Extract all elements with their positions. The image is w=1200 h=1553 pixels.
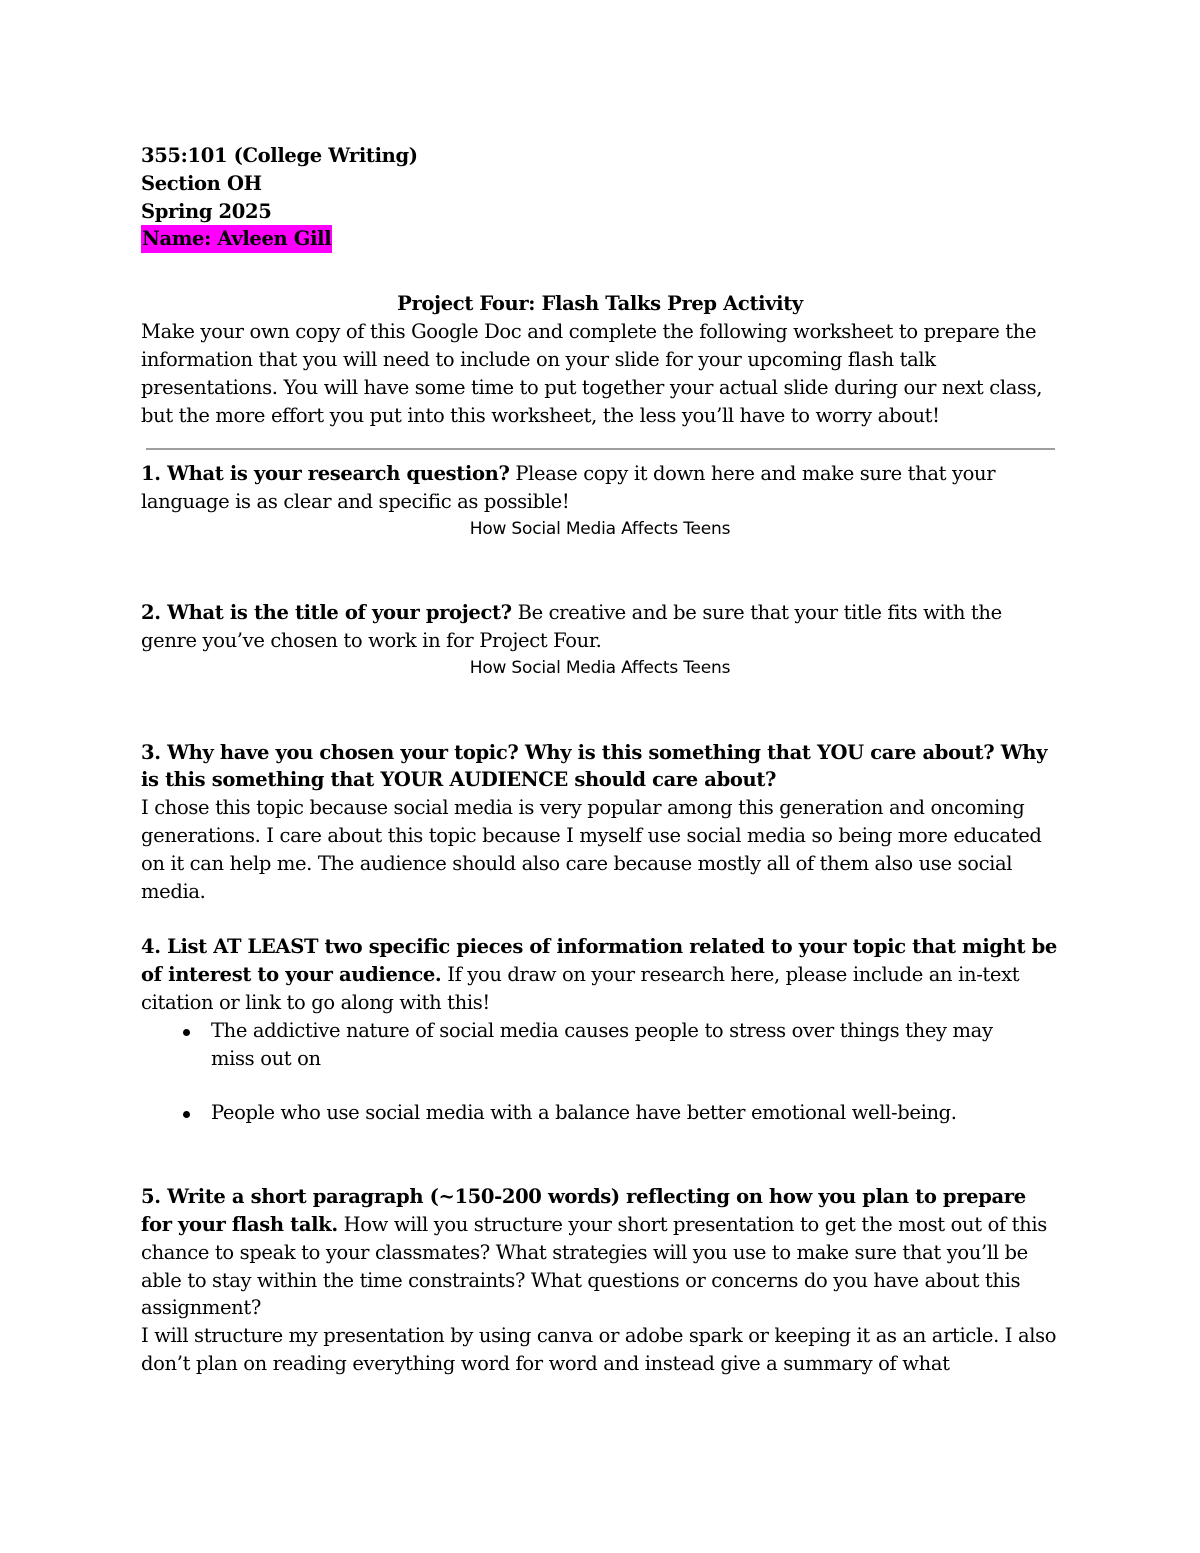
section-line: Section OH	[141, 171, 262, 195]
document-title: Project Four: Flash Talks Prep Activity	[397, 292, 803, 316]
answer-3: I chose this topic because social media is very popular among this generation and oncoming generations. I care about this topic because I myself use social media so being more educated on it can help me. The audience should also care because mostly all of them also use social media.	[141, 796, 1042, 903]
answer-1: How Social Media Affects Teens	[469, 518, 731, 539]
intro-paragraph: Make your own copy of this Google Doc and complete the following worksheet to prepare the information that you will need to include on your slide for your upcoming flash talk presentations. You will have some time to put together your actual slide during our next class, but the more effort you put into this worksheet, the less you’ll have to worry about!	[141, 320, 1043, 427]
question-2-instructions: Be creative and be sure that your title fits with the genre you’ve chosen to work in for Project Four.	[141, 600, 1002, 652]
student-name: Name: Avleen Gill	[141, 225, 332, 253]
question-5-instructions: How will you structure your short presentation to get the most out of this chance to speak to your classmates? What strategies will you use to make sure that you’ll be able to stay within the time constraints? What questions or concerns do you have about this assignment?	[141, 1212, 1047, 1320]
horizontal-divider	[146, 448, 1055, 450]
question-2-prompt: 2. What is the title of your project?	[141, 600, 512, 624]
question-1-instructions: Please copy it down here and make sure that your language is as clear and specific as possible!	[141, 462, 996, 514]
course-line: 355:101 (College Writing)	[141, 144, 418, 167]
question-4-instructions: If you draw on your research here, please include an in-text citation or link to go along with this!	[141, 963, 1020, 1014]
list-item-text: People who use social media with a balance have better emotional well-being.	[211, 1101, 957, 1125]
bullet-icon	[183, 1111, 190, 1118]
question-4-prompt: 4. List AT LEAST two specific pieces of information related to your topic that might be of interest to your audience.	[141, 935, 1057, 987]
answer-2: How Social Media Affects Teens	[469, 657, 731, 678]
bullet-icon	[183, 1029, 190, 1036]
question-4	[141, 933, 1059, 1016]
term-line: Spring 2025	[141, 199, 272, 223]
list-item-text: The addictive nature of social media causes people to stress over things they may miss out on	[211, 1018, 993, 1070]
answer-4-list	[141, 1017, 1059, 1127]
question-1	[141, 460, 1059, 516]
question-3-prompt: 3. Why have you chosen your topic? Why is this something that YOU care about? Why is this something that YOUR AUDIENCE should care about?	[141, 740, 1048, 792]
question-2	[141, 599, 1059, 655]
question-3	[141, 739, 1059, 795]
question-5	[141, 1183, 1059, 1322]
answer-5: I will structure my presentation by using canva or adobe spark or keeping it as an article. I also don’t plan on reading everything word for word and instead give a summary of what	[141, 1324, 1057, 1375]
list-item	[141, 1017, 1059, 1073]
question-1-prompt: 1. What is your research question?	[141, 462, 510, 486]
document-body	[141, 142, 1059, 1378]
question-5-prompt: 5. Write a short paragraph (~150-200 words) reflecting on how you plan to prepare for your flash talk.	[141, 1185, 1026, 1236]
list-item	[141, 1099, 1059, 1127]
